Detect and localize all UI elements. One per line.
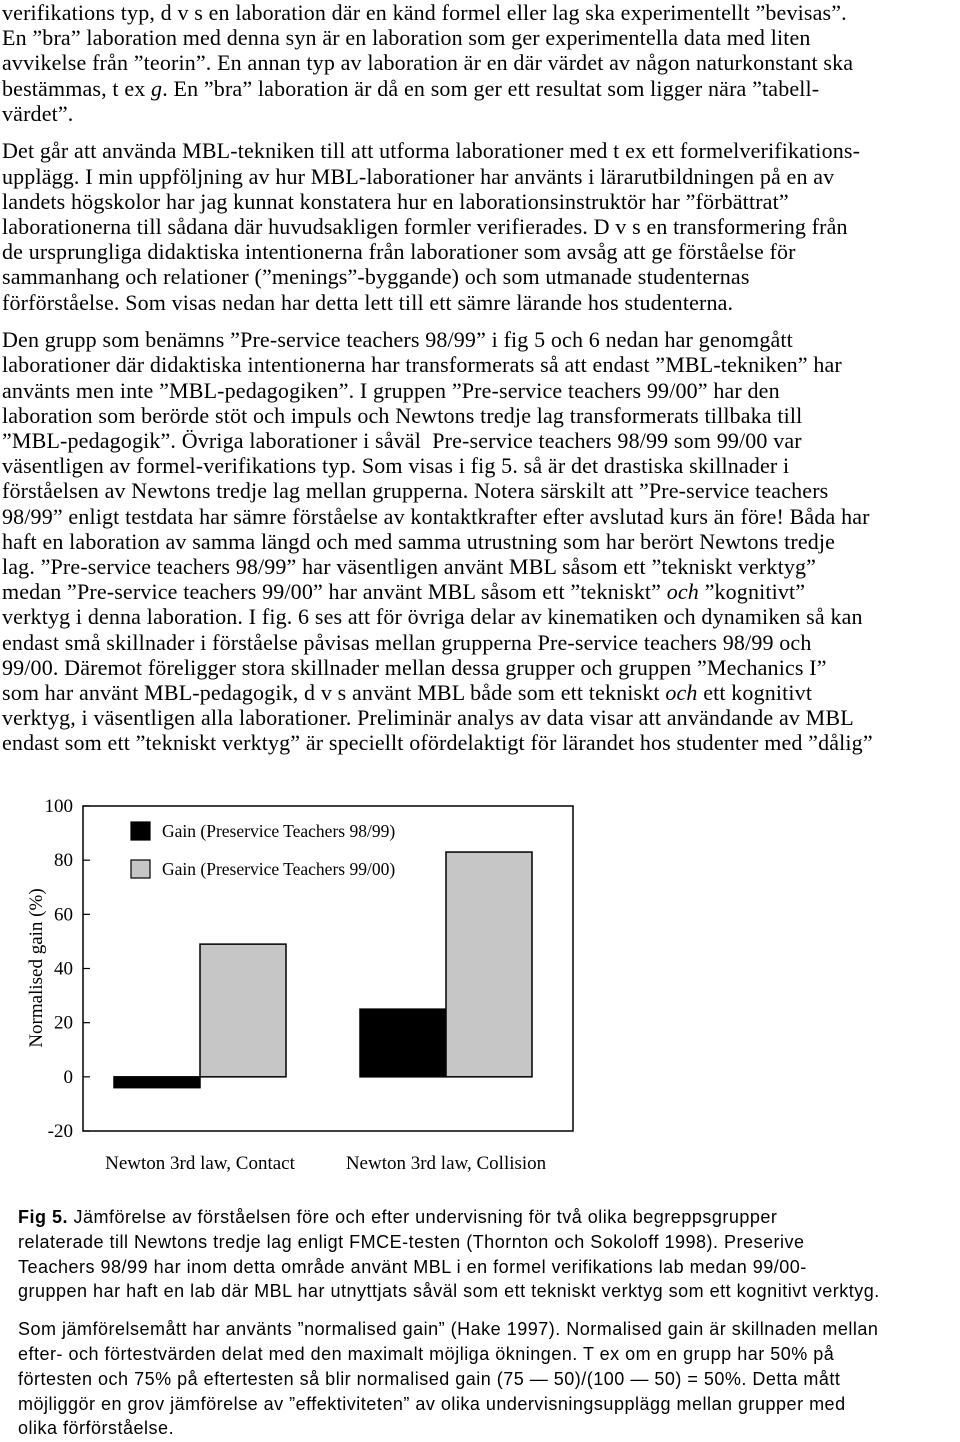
text-run: förståelsen av Newtons tredje lag mellan grupperna. Notera särskilt att ”Pre-service teachers	[2, 478, 829, 504]
figure-caption	[18, 1205, 958, 1441]
body-line	[2, 290, 958, 315]
body-paragraph	[2, 0, 958, 126]
body-text	[2, 0, 958, 755]
y-tick-label: 0	[63, 1066, 73, 1088]
bold-text: Fig 5.	[18, 1207, 69, 1227]
text-run: 99/00. Däremot föreligger stora skillnader mellan dessa grupper och gruppen ”Mechanics I”	[2, 654, 827, 680]
text-run: lag. ”Pre-service teachers 98/99” har väsentligen använt MBL såsom ett ”tekniskt verktyg”	[2, 553, 817, 579]
text-run: värdet”.	[2, 100, 74, 126]
text-run: landets högskolor har jag kunnat konstatera hur en laborationsinstruktör har ”förbättrat”	[2, 188, 789, 214]
body-line	[2, 50, 958, 75]
chart-bar-series-1-category-1	[114, 1077, 200, 1088]
text-run: väsentligen av formel-verifikations typ. Som visas i fig 5. så är det drastiska skillnader i	[2, 453, 790, 479]
body-line	[2, 705, 958, 730]
body-line	[2, 0, 958, 25]
italic-text: och	[666, 579, 699, 605]
chart-bar-series-1-category-2	[360, 1009, 446, 1077]
body-paragraph	[2, 327, 958, 755]
text-run: relaterade till Newtons tredje lag enligt FMCE-testen (Thornton och Sokoloff 1998). Preserive	[18, 1231, 805, 1252]
y-tick-label: -20	[47, 1121, 73, 1142]
legend-swatch	[131, 860, 150, 878]
text-run: efter- och förtestvärden delat med den maximalt möjliga ökningen. T ex om en grupp har 50% på	[18, 1343, 835, 1364]
text-run: avvikelse från ”teorin”. En annan typ av laboration är en där värdet av någon naturkonstant ska	[2, 50, 854, 76]
text-run: Det går att använda MBL-tekniken till att utforma laborationer med t ex ett formelverifikations-	[2, 138, 861, 164]
text-run: 98/99” enligt testdata har sämre förståelse av kontaktkrafter efter avslutad kurs än före! Båda har	[2, 503, 870, 529]
caption-line	[18, 1367, 958, 1392]
text-run: En ”bra” laboration med denna syn är en laboration som ger experimentella data med liten	[2, 25, 811, 51]
text-run: olika förförståelse.	[18, 1418, 175, 1439]
y-tick-label: 80	[54, 850, 73, 872]
italic-text: g	[151, 75, 163, 101]
body-line	[2, 730, 958, 755]
body-line	[2, 164, 958, 189]
text-run: haft en laboration av samma längd och med samma utrustning som har berört Newtons tredje	[2, 528, 836, 554]
text-run: ett kognitivt	[697, 679, 813, 705]
body-line	[2, 352, 958, 377]
x-category-label: Newton 3rd law, Contact	[105, 1153, 295, 1174]
y-tick-label: 100	[44, 796, 73, 817]
caption-line	[18, 1279, 958, 1304]
body-line	[2, 655, 958, 680]
text-run: endast små skillnader i förståelse påvisas mellan grupperna Pre-service teachers 98/99 och	[2, 629, 812, 655]
body-line	[2, 239, 958, 264]
text-run: förtesten och 75% på eftertesten så blir normalised gain (75 — 50)/(100 — 50) = 50%. Detta mått	[18, 1368, 841, 1389]
text-run: som har använt MBL-pedagogik, d v s använt MBL både som ett tekniskt	[2, 679, 666, 705]
body-line	[2, 403, 958, 428]
body-line	[2, 579, 958, 604]
body-line	[2, 680, 958, 705]
legend-swatch	[131, 822, 150, 840]
text-run: verktyg, i väsentligen alla laborationer. Preliminär analys av data visar att användande av MBL	[2, 705, 854, 731]
text-run: . En ”bra” laboration är då en som ger ett resultat som ligger nära ”tabell-	[162, 75, 820, 101]
text-run: Den grupp som benämns ”Pre-service teachers 98/99” i fig 5 och 6 nedan har genomgått	[2, 327, 793, 353]
y-tick-label: 60	[54, 904, 73, 926]
legend-label: Gain (Preservice Teachers 99/00)	[162, 859, 396, 879]
text-run: förförståelse. Som visas nedan har detta lett till ett sämre lärande hos studenterna.	[2, 289, 734, 315]
body-line	[2, 76, 958, 101]
y-tick-label: 20	[54, 1012, 73, 1034]
text-run: ”MBL-pedagogik”. Övriga laborationer i såväl Pre-service teachers 98/99 som 99/00 var	[2, 428, 802, 453]
chart-bar-series-2-category-2	[446, 852, 532, 1077]
text-run: möjliggör en grov jämförelse av ”effektiviteten” av olika undervisningsupplägg mellan grupper med	[18, 1393, 846, 1414]
body-line	[2, 138, 958, 163]
body-line	[2, 529, 958, 554]
body-line	[2, 604, 958, 629]
text-run: Som jämförelsemått har använts ”normalised gain” (Hake 1997). Normalised gain är skillnaden mellan	[18, 1319, 879, 1340]
body-line	[2, 504, 958, 529]
text-run: verifikations typ, d v s en laboration där en känd formel eller lag ska experimentellt ”bevisas”.	[2, 0, 847, 25]
text-run: laborationerna till sådana där huvudsakligen formler verifierades. D v s en transformering från	[2, 214, 848, 239]
y-axis-label: Normalised gain (%)	[26, 888, 47, 1048]
body-line	[2, 327, 958, 352]
text-run: sammanhang och relationer (”menings”-byggande) och som utmanade studenternas	[2, 264, 750, 290]
text-run: laboration som berörde stöt och impuls och Newtons tredje lag transformerats tillbaka till	[2, 402, 803, 428]
body-line	[2, 554, 958, 579]
bar-chart	[0, 790, 600, 1190]
caption-line	[18, 1342, 958, 1367]
text-run: endast som ett ”tekniskt verktyg” är speciellt ofördelaktigt för lärandet hos studenter med ”dålig”	[2, 730, 873, 756]
text-run: verktyg i denna laboration. I fig. 6 ses att för övriga delar av kinematiken och dynamiken så kan	[2, 604, 863, 630]
legend-label: Gain (Preservice Teachers 98/99)	[162, 821, 396, 841]
body-line	[2, 378, 958, 403]
text-run: använts men inte ”MBL-pedagogiken”. I gruppen ”Pre-service teachers 99/00” har den	[2, 377, 780, 403]
text-run: ”kognitivt”	[698, 579, 806, 605]
caption-paragraph	[18, 1205, 958, 1304]
body-line	[2, 453, 958, 478]
caption-line	[18, 1230, 958, 1255]
text-run: laborationer där didaktiska intentionerna har transformerats så att endast ”MBL-tekniken” har	[2, 352, 842, 378]
body-line	[2, 214, 958, 239]
caption-line	[18, 1392, 958, 1417]
caption-line	[18, 1205, 958, 1230]
body-line	[2, 478, 958, 503]
text-run: upplägg. I min uppföljning av hur MBL-laborationer har använts i lärarutbildningen på en av	[2, 163, 835, 189]
text-run: bestämmas, t ex	[2, 75, 152, 101]
x-category-label: Newton 3rd law, Collision	[345, 1153, 547, 1174]
caption-line	[18, 1317, 958, 1342]
body-line	[2, 189, 958, 214]
text-run: medan ”Pre-service teachers 99/00” har använt MBL såsom ett ”tekniskt”	[2, 579, 667, 605]
italic-text: och	[665, 679, 698, 705]
caption-line	[18, 1255, 958, 1280]
body-paragraph	[2, 138, 958, 314]
body-line	[2, 25, 958, 50]
text-run: gruppen har haft en lab där MBL har utnyttjats såväl som ett tekniskt verktyg som ett kognitivt verktyg.	[18, 1281, 880, 1302]
body-line	[2, 428, 958, 453]
text-run: Jämförelse av förståelsen före och efter undervisning för två olika begreppsgrupper	[68, 1207, 778, 1227]
body-line	[2, 101, 958, 126]
caption-line	[18, 1416, 958, 1441]
text-run: Teachers 98/99 har inom detta område använt MBL i en formel verifikations lab medan 99/00-	[18, 1256, 807, 1277]
y-tick-label: 40	[54, 958, 73, 980]
text-run: de ursprungliga didaktiska intentionerna från laborationer som avsåg att ge förståelse för	[2, 239, 796, 265]
chart-bar-series-2-category-1	[200, 944, 286, 1077]
body-line	[2, 264, 958, 289]
body-line	[2, 630, 958, 655]
caption-paragraph	[18, 1317, 958, 1441]
